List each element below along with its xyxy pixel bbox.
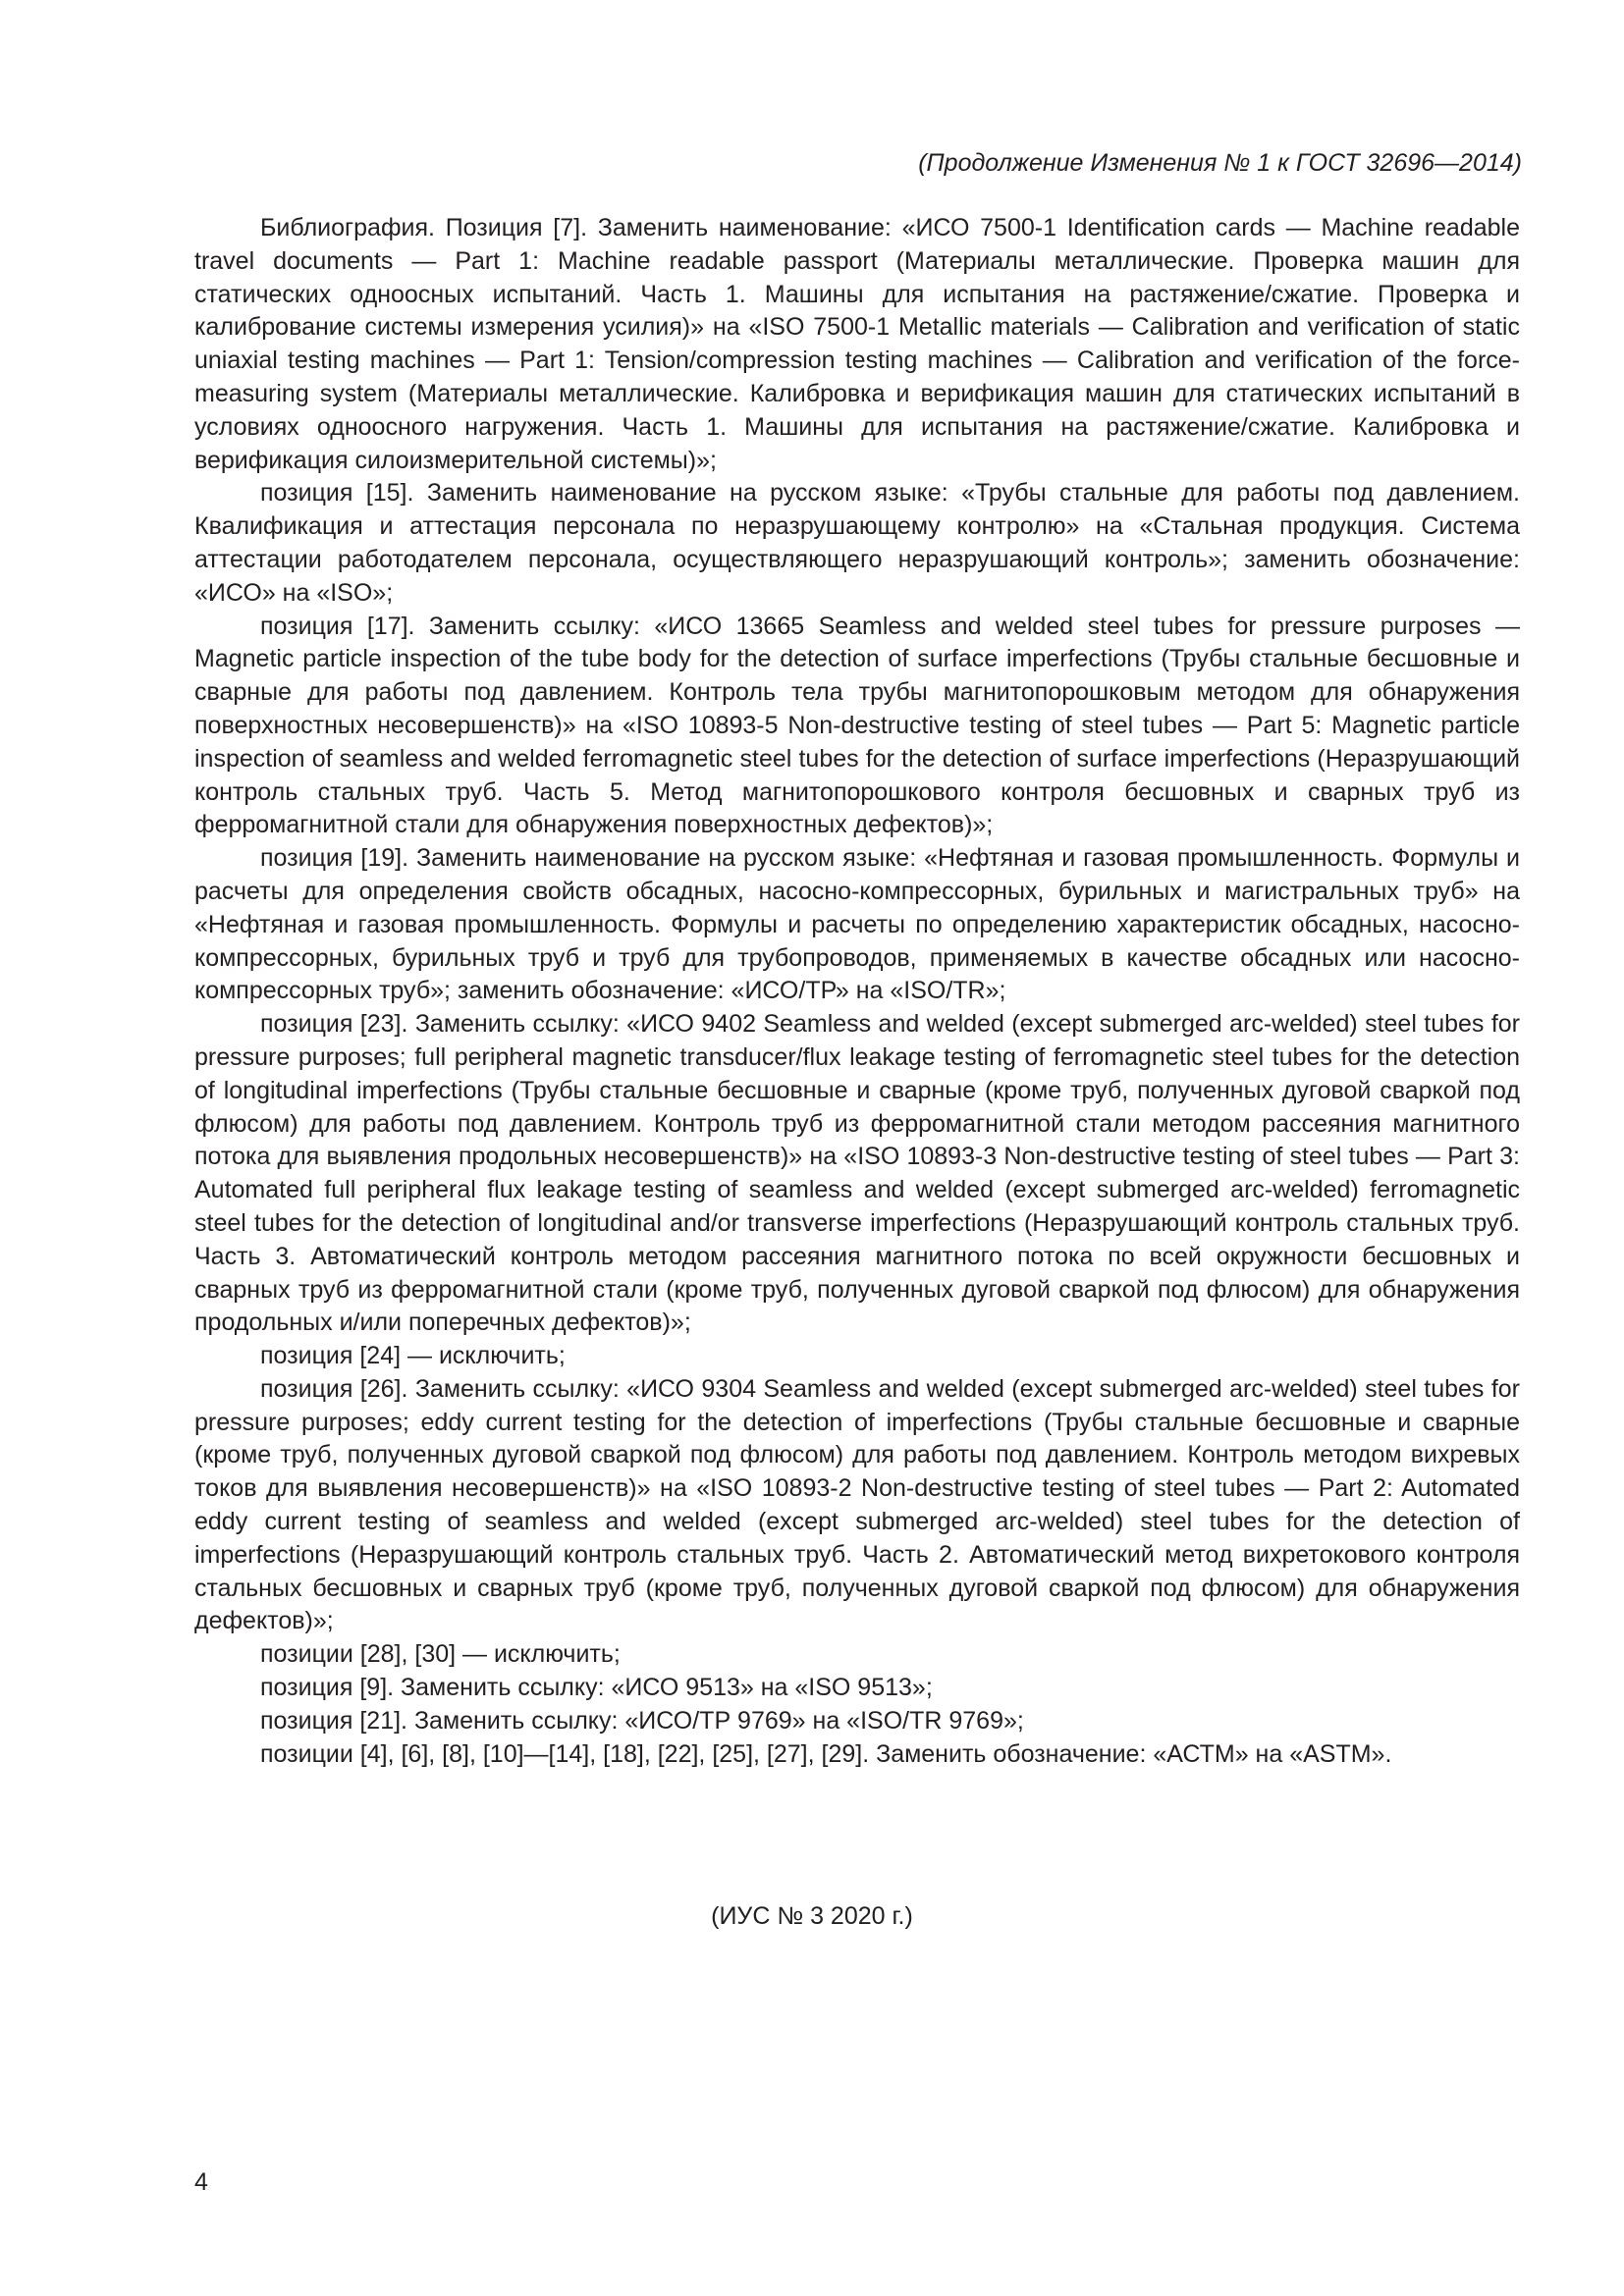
amendment-body (194, 212, 1520, 1771)
paragraph-item-23: позиция [23]. Заменить ссылку: «ИСО 9402 Seamless and welded (except submerged arc-welded) steel tubes for pressure purposes; full peripheral magnetic transducer/flux leakage testing of ferromagnetic steel tubes for the detection of longitudinal imperfections (Трубы стальные бесшовные и сварные (кроме труб, полученных дуговой сваркой под флюсом) для работы под давлением. Контроль труб из ферромагнитной стали методом рассеяния магнитного потока для выявления продольных несовершенств)» на «ISO 10893-3 Non-destructive testing of steel tubes — Part 3: Automated full peripheral flux leakage testing of seamless and welded (except submerged arc-welded) ferromagnetic steel tubes for the detection of longitudinal and/or transverse imperfections (Неразрушающий контроль стальных труб. Часть 3. Автоматический контроль методом рассеяния магнитного потока по всей окружности бесшовных и сварных труб из ферромагнитной стали (кроме труб, полученных дуговой сваркой под флюсом) для обнаружения продольных и/или поперечных дефектов)»; (194, 1010, 1520, 1337)
paragraph-item-15: позиция [15]. Заменить наименование на русском языке: «Трубы стальные для работы под давлением. Квалификация и аттестация персонала по неразрушающему контролю» на «Стальная продукция. Система аттестации работодателем персонала, осуществляющего неразрушающий контроль»; заменить обозначение: «ИСО» на «ISO»; (194, 479, 1520, 607)
paragraph-bibliography-item-7: Библиография. Позиция [7]. Заменить наименование: «ИСО 7500-1 Identification cards — Machine readable travel documents — Part 1: Machine readable passport (Материалы металлические. Проверка машин для статических одноосных испытаний. Часть 1. Машины для испытания на растяжение/сжатие. Проверка и калибрование системы измерения усилия)» на «ISO 7500-1 Metallic materials — Calibration and verification of static uniaxial testing machines — Part 1: Tension/compression testing machines — Calibration and verification of the force-measuring system (Материалы металлические. Калибровка и верификация машин для статических испытаний в условиях одноосного нагружения. Часть 1. Машины для испытания на растяжение/сжатие. Калибровка и верификация силоизмерительной системы)»; (194, 214, 1520, 474)
paragraph-item-17: позиция [17]. Заменить ссылку: «ИСО 13665 Seamless and welded steel tubes for pressure purposes — Magnetic particle inspection of the tube body for the detection of surface imperfections (Трубы стальные бесшовные и сварные для работы под давлением. Контроль тела трубы магнитопорошковым методом для обнаружения поверхностных несовершенств)» на «ISO 10893-5 Non-destructive testing of steel tubes — Part 5: Magnetic particle inspection of seamless and welded ferromagnetic steel tubes for the detection of surface imperfections (Неразрушающий контроль стальных труб. Часть 5. Метод магнитопорошкового контроля бесшовных и сварных труб из ферромагнитной стали для обнаружения поверхностных дефектов)»; (194, 612, 1520, 839)
paragraph-item-24: позиция [24] — исключить; (260, 1342, 566, 1370)
paragraph-item-26: позиция [26]. Заменить ссылку: «ИСО 9304 Seamless and welded (except submerged arc-welded) steel tubes for pressure purposes; eddy current testing for the detection of imperfections (Трубы стальные бесшовные и сварные (кроме труб, полученных дуговой сваркой под флюсом) для работы под давлением. Контроль методом вихревых токов для выявления несовершенств)» на «ISO 10893-2 Non-destructive testing of steel tubes — Part 2: Automated eddy current testing of seamless and welded (except submerged arc-welded) steel tubes for the detection of imperfections (Неразрушающий контроль стальных труб. Часть 2. Автоматический метод вихретокового контроля стальных бесшовных и сварных труб (кроме труб, полученных дуговой сваркой под флюсом) для обнаружения дефектов)»; (194, 1374, 1520, 1635)
page-number: 4 (194, 2168, 208, 2196)
ius-source-note: (ИУС № 3 2020 г.) (711, 1902, 913, 1930)
page-header-continuation: (Продолжение Изменения № 1 к ГОСТ 32696—2014) (918, 149, 1522, 177)
paragraph-item-19: позиция [19]. Заменить наименование на русском языке: «Нефтяная и газовая промышленность. Формулы и расчеты для определения свойств обсадных, насосно-компрессорных, бурильных и магистральных труб» на «Нефтяная и газовая промышленность. Формулы и расчеты по определению характеристик обсадных, насосно-компрессорных, бурильных труб и труб для трубопроводов, применяемых в качестве обсадных или насосно-компрессорных труб»; заменить обозначение: «ИСО/ТР» на «ISO/TR»; (194, 844, 1520, 1005)
paragraph-items-28-30: позиции [28], [30] — исключить; (260, 1640, 621, 1669)
paragraph-items-astm: позиции [4], [6], [8], [10]—[14], [18], [22], [25], [27], [29]. Заменить обозначение: «АСТМ» на «ASTM». (260, 1739, 1392, 1768)
paragraph-item-21: позиция [21]. Заменить ссылку: «ИСО/ТР 9769» на «ISO/TR 9769»; (260, 1706, 1024, 1735)
paragraph-item-9: позиция [9]. Заменить ссылку: «ИСО 9513» на «ISO 9513»; (260, 1674, 933, 1702)
